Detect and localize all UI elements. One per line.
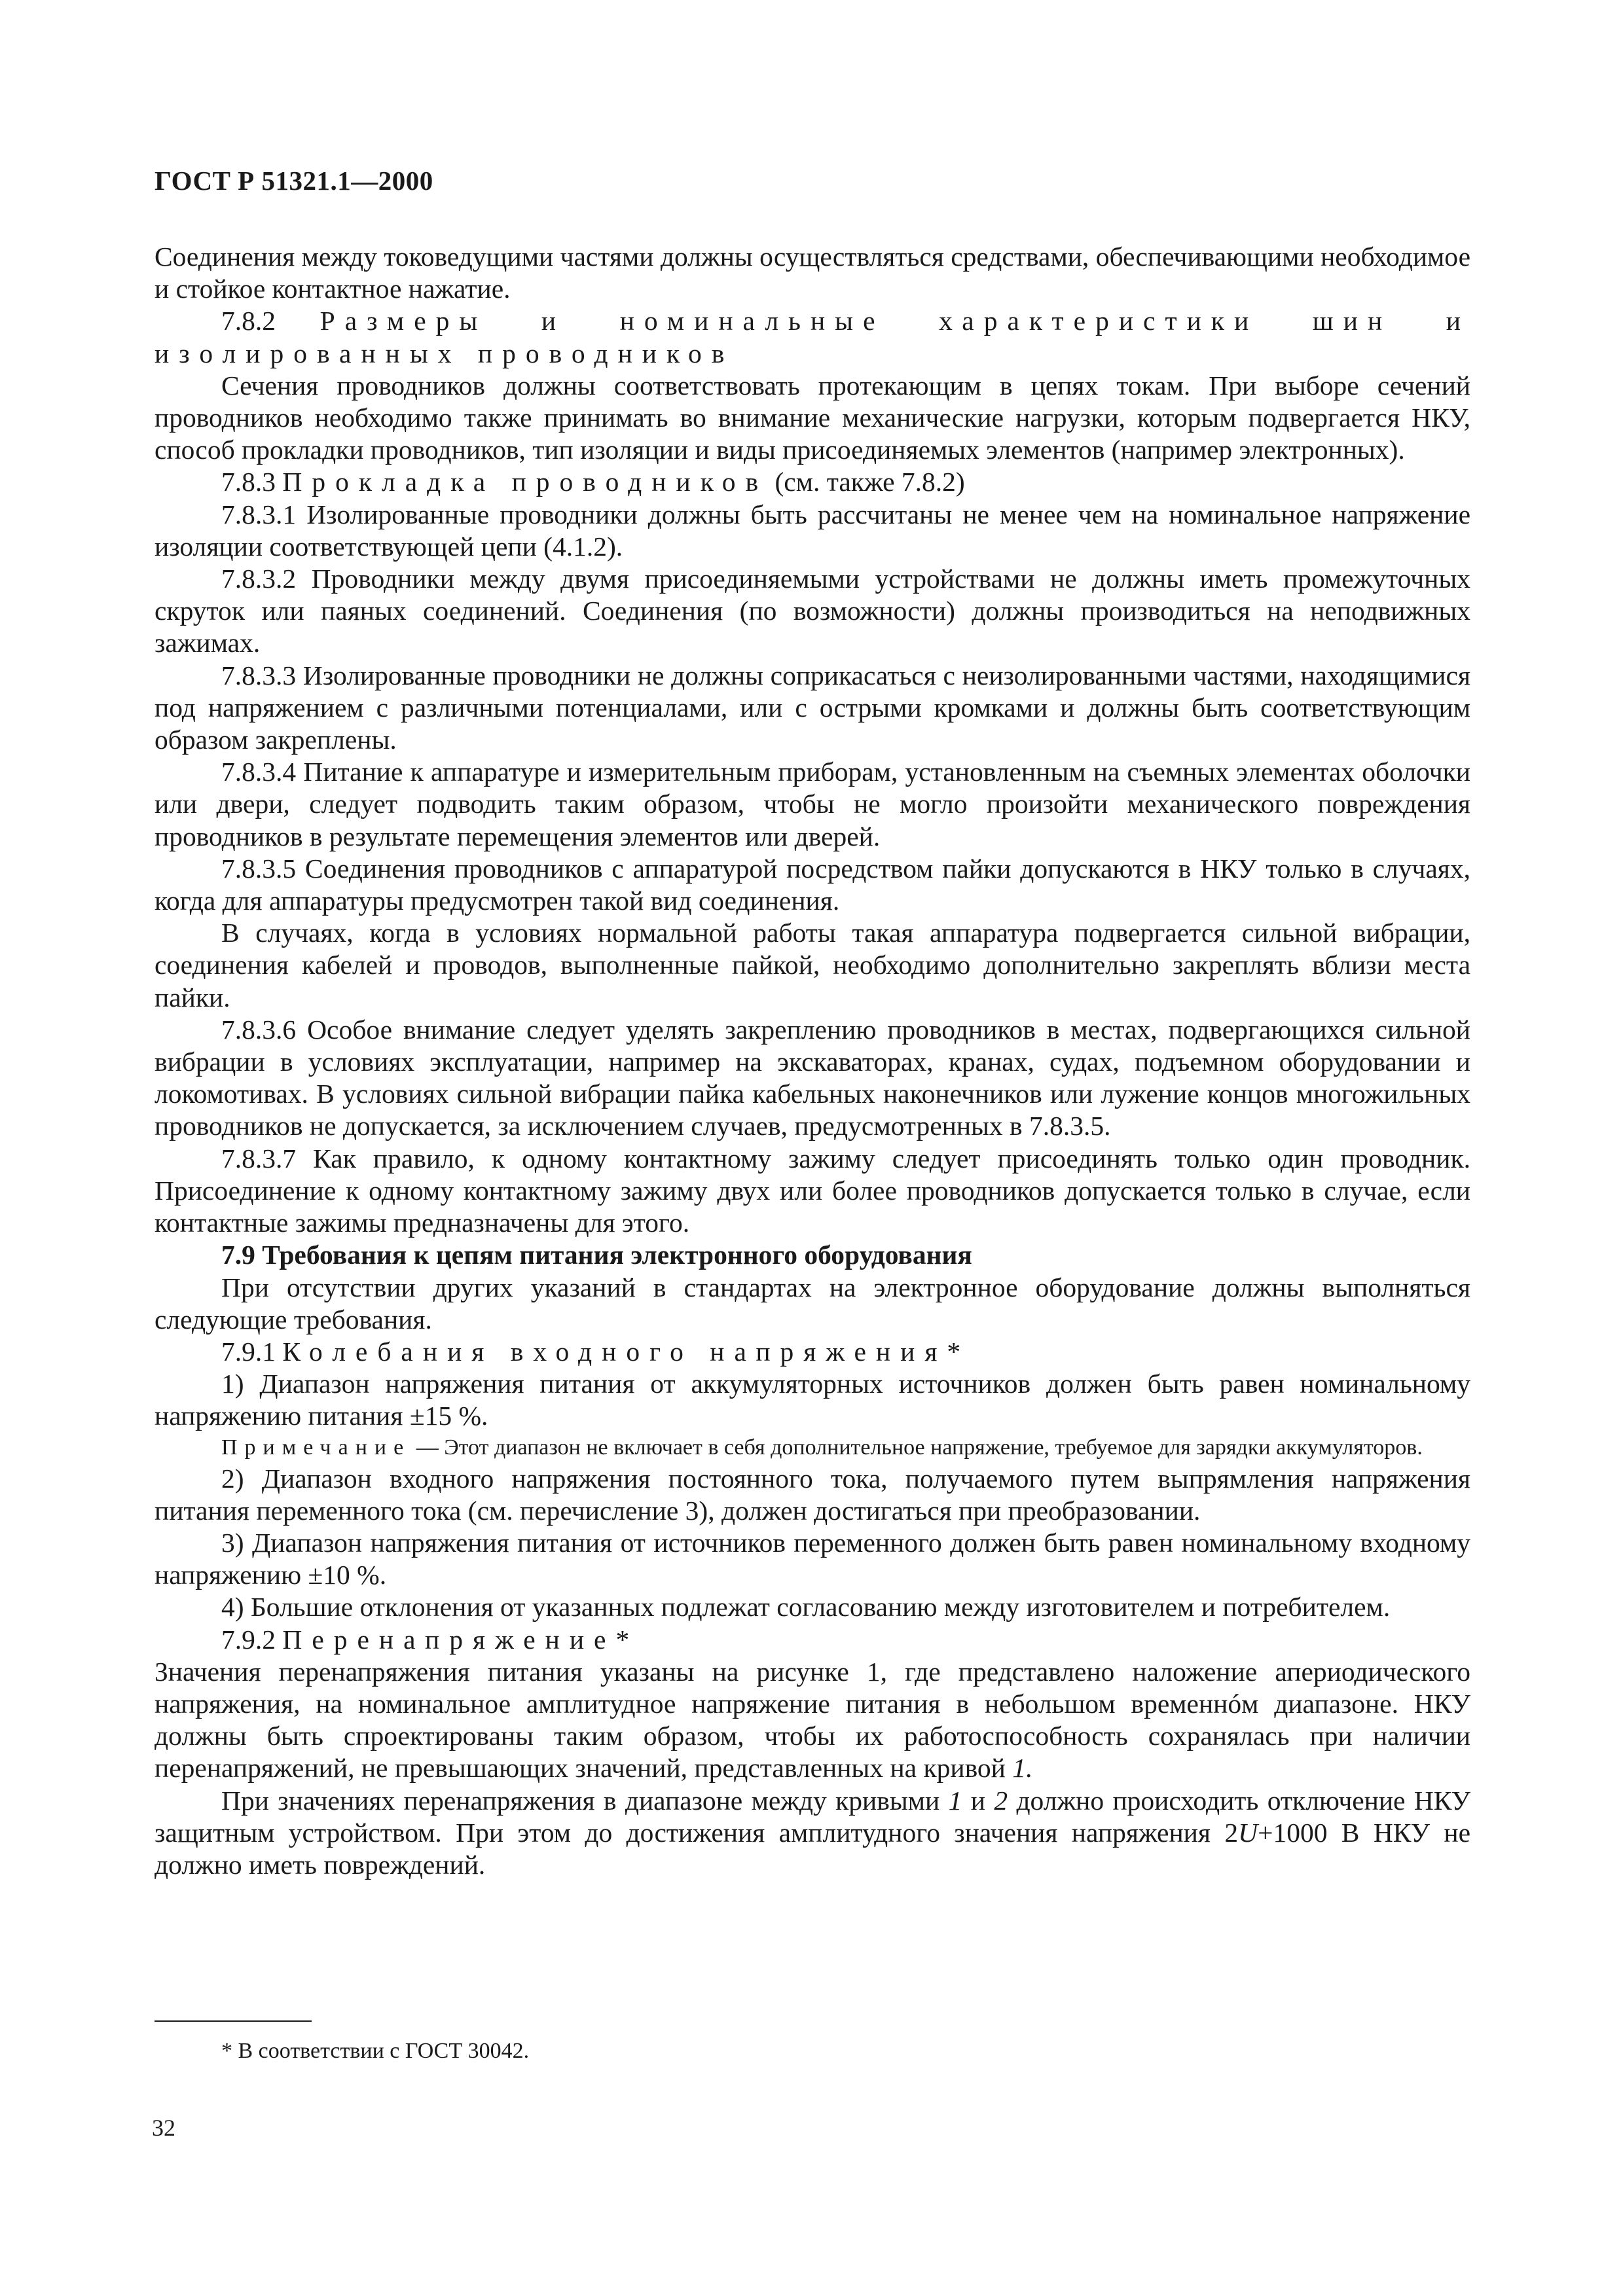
footnote: * В соответствии с ГОСТ 30042. <box>221 2039 530 2063</box>
document-header: ГОСТ Р 51321.1—2000 <box>155 166 433 196</box>
section-title: Прокладка проводников <box>282 467 769 497</box>
section-reference: (см. также 7.8.2) <box>775 467 965 497</box>
note-text: — Этот диапазон не включает в себя дополнительное напряжение, требуемое для зарядки аккумуляторов. <box>416 1435 1423 1460</box>
paragraph-7-9-1-item-2: 2) Диапазон входного напряжения постоянного тока, получаемого путем выпрямления напряжения питания переменного тока (см. перечисление 3), должен достигаться при преобразовании. <box>155 1463 1470 1526</box>
section-title: Перенапряжение* <box>282 1624 640 1655</box>
voltage-symbol: U <box>1238 1817 1258 1848</box>
paragraph-7-9-1-item-3: 3) Диапазон напряжения питания от источников переменного должен быть равен номинальному входному напряжению ±10 %. <box>155 1527 1470 1590</box>
paragraph-contacts: Соединения между токоведущими частями должны осуществляться средствами, обеспечивающими необходимое и стойкое контактное нажатие. <box>155 242 1470 304</box>
paragraph-text: должно происходить отключение НКУ защитным устройством. При этом до достижения амплитудного значения напряжения 2 <box>155 1785 1471 1848</box>
section-number: 7.8.2 <box>221 306 276 336</box>
section-number: 7.8.3 <box>221 467 276 497</box>
paragraph-overvoltage-shutdown <box>155 1785 1470 1882</box>
paragraph-7-9-1-item-1: 1) Диапазон напряжения питания от аккумуляторных источников должен быть равен номинальному напряжению питания ±15 %. <box>155 1369 1470 1431</box>
paragraph-7-8-3-3: 7.8.3.3 Изолированные проводники не должны соприкасаться с неизолированными частями, находящимися под напряжением с различными потенциалами, или с острыми кромками и должны быть соответствующим образом закреплены. <box>155 660 1470 755</box>
paragraph-7-8-3-7: 7.8.3.7 Как правило, к одному контактному зажиму следует присоединять только один проводник. Присоединение к одному контактному зажиму двух или более проводников допускается только в случае, если контактные зажимы предназначены для этого. <box>155 1143 1470 1238</box>
paragraph-cross-sections: Сечения проводников должны соответствовать протекающим в цепях токам. При выборе сечений проводников необходимо также принимать во внимание механические нагрузки, которым подвергается НКУ, способ прокладки проводников, тип изоляции и виды присоединяемых элементов (например электронных). <box>155 370 1470 465</box>
paragraph-7-8-3-1: 7.8.3.1 Изолированные проводники должны быть рассчитаны не менее чем на номинальное напряжение изоляции соответствующей цепи (4.1.2). <box>155 499 1470 562</box>
paragraph-7-8-3-5: 7.8.3.5 Соединения проводников с аппаратурой посредством пайки допускаются в НКУ только в случаях, когда для аппаратуры предусмотрен такой вид соединения. <box>155 853 1470 916</box>
paragraph-7-8-3-4: 7.8.3.4 Питание к аппаратуре и измерительным приборам, установленным на съемных элементах оболочки или двери, следует подводить таким образом, чтобы не могло произойти механического повреждения проводников в результате перемещения элементов или дверей. <box>155 757 1470 852</box>
note-label: Примечание <box>221 1435 411 1460</box>
page-number: 32 <box>152 2115 175 2141</box>
note <box>155 1433 1470 1463</box>
curve-label: 2 <box>994 1785 1008 1816</box>
section-title: Колебания входного напряжения* <box>282 1336 971 1367</box>
paragraph-text: При значениях перенапряжения в диапазоне между кривыми <box>221 1785 940 1816</box>
paragraph-7-9-1-item-4: 4) Большие отклонения от указанных подлежат согласованию между изготовителем и потребителем. <box>221 1592 1391 1623</box>
section-7-8-2-heading <box>155 305 1470 369</box>
paragraph-7-8-3-2: 7.8.3.2 Проводники между двумя присоединяемыми устройствами не должны иметь промежуточных скруток или паяных соединений. Соединения (по возможности) должны производиться на неподвижных зажимах. <box>155 564 1470 658</box>
section-7-9-2-heading <box>155 1624 1470 1656</box>
section-number: 7.9.1 <box>221 1336 276 1367</box>
curve-label: 1. <box>1012 1753 1033 1784</box>
paragraph-text: +1000 В НКУ не должно иметь повреждений. <box>155 1817 1470 1880</box>
document-body <box>155 241 1470 1881</box>
section-7-8-3-heading <box>155 466 1470 498</box>
section-number: 7.9.2 <box>221 1624 276 1655</box>
paragraph-7-9-intro: При отсутствии других указаний в стандартах на электронное оборудование должны выполняться следующие требования. <box>155 1272 1470 1335</box>
paragraph-7-8-3-5-vibration: В случаях, когда в условиях нормальной работы такая аппаратура подвергается сильной вибрации, соединения кабелей и проводов, выполненные пайкой, необходимо дополнительно закреплять вблизи места пайки. <box>155 918 1470 1013</box>
paragraph-text: и <box>970 1785 985 1816</box>
section-title: Размеры и номинальные характеристики шин и изолированных проводников <box>155 306 1470 368</box>
section-7-9-heading: 7.9 Требования к цепям питания электронного оборудования <box>221 1240 972 1270</box>
paragraph-7-8-3-6: 7.8.3.6 Особое внимание следует уделять закреплению проводников в местах, подвергающихся сильной вибрации в условиях эксплуатации, например на экскаваторах, кранах, судах, подъемном оборудовании и локомотивах. В условиях сильной вибрации пайка кабельных наконечников или лужение концов многожильных проводников не допускается, за исключением случаев, предусмотренных в 7.8.3.5. <box>155 1014 1470 1141</box>
paragraph-text: Значения перенапряжения питания указаны на рисунке 1, где представлено наложение апериодического напряжения, на номинальное амплитудное напряжение питания в небольшом временнóм диапазоне. НКУ должны быть спроектированы таким образом, чтобы их работоспособность сохранялась при наличии перенапряжений, не превышающих значений, представленных на кривой <box>155 1656 1470 1784</box>
curve-label: 1 <box>948 1785 962 1816</box>
paragraph-overvoltage-values <box>155 1656 1470 1785</box>
footnote-divider <box>155 2020 312 2022</box>
section-7-9-1-heading <box>155 1336 1470 1368</box>
